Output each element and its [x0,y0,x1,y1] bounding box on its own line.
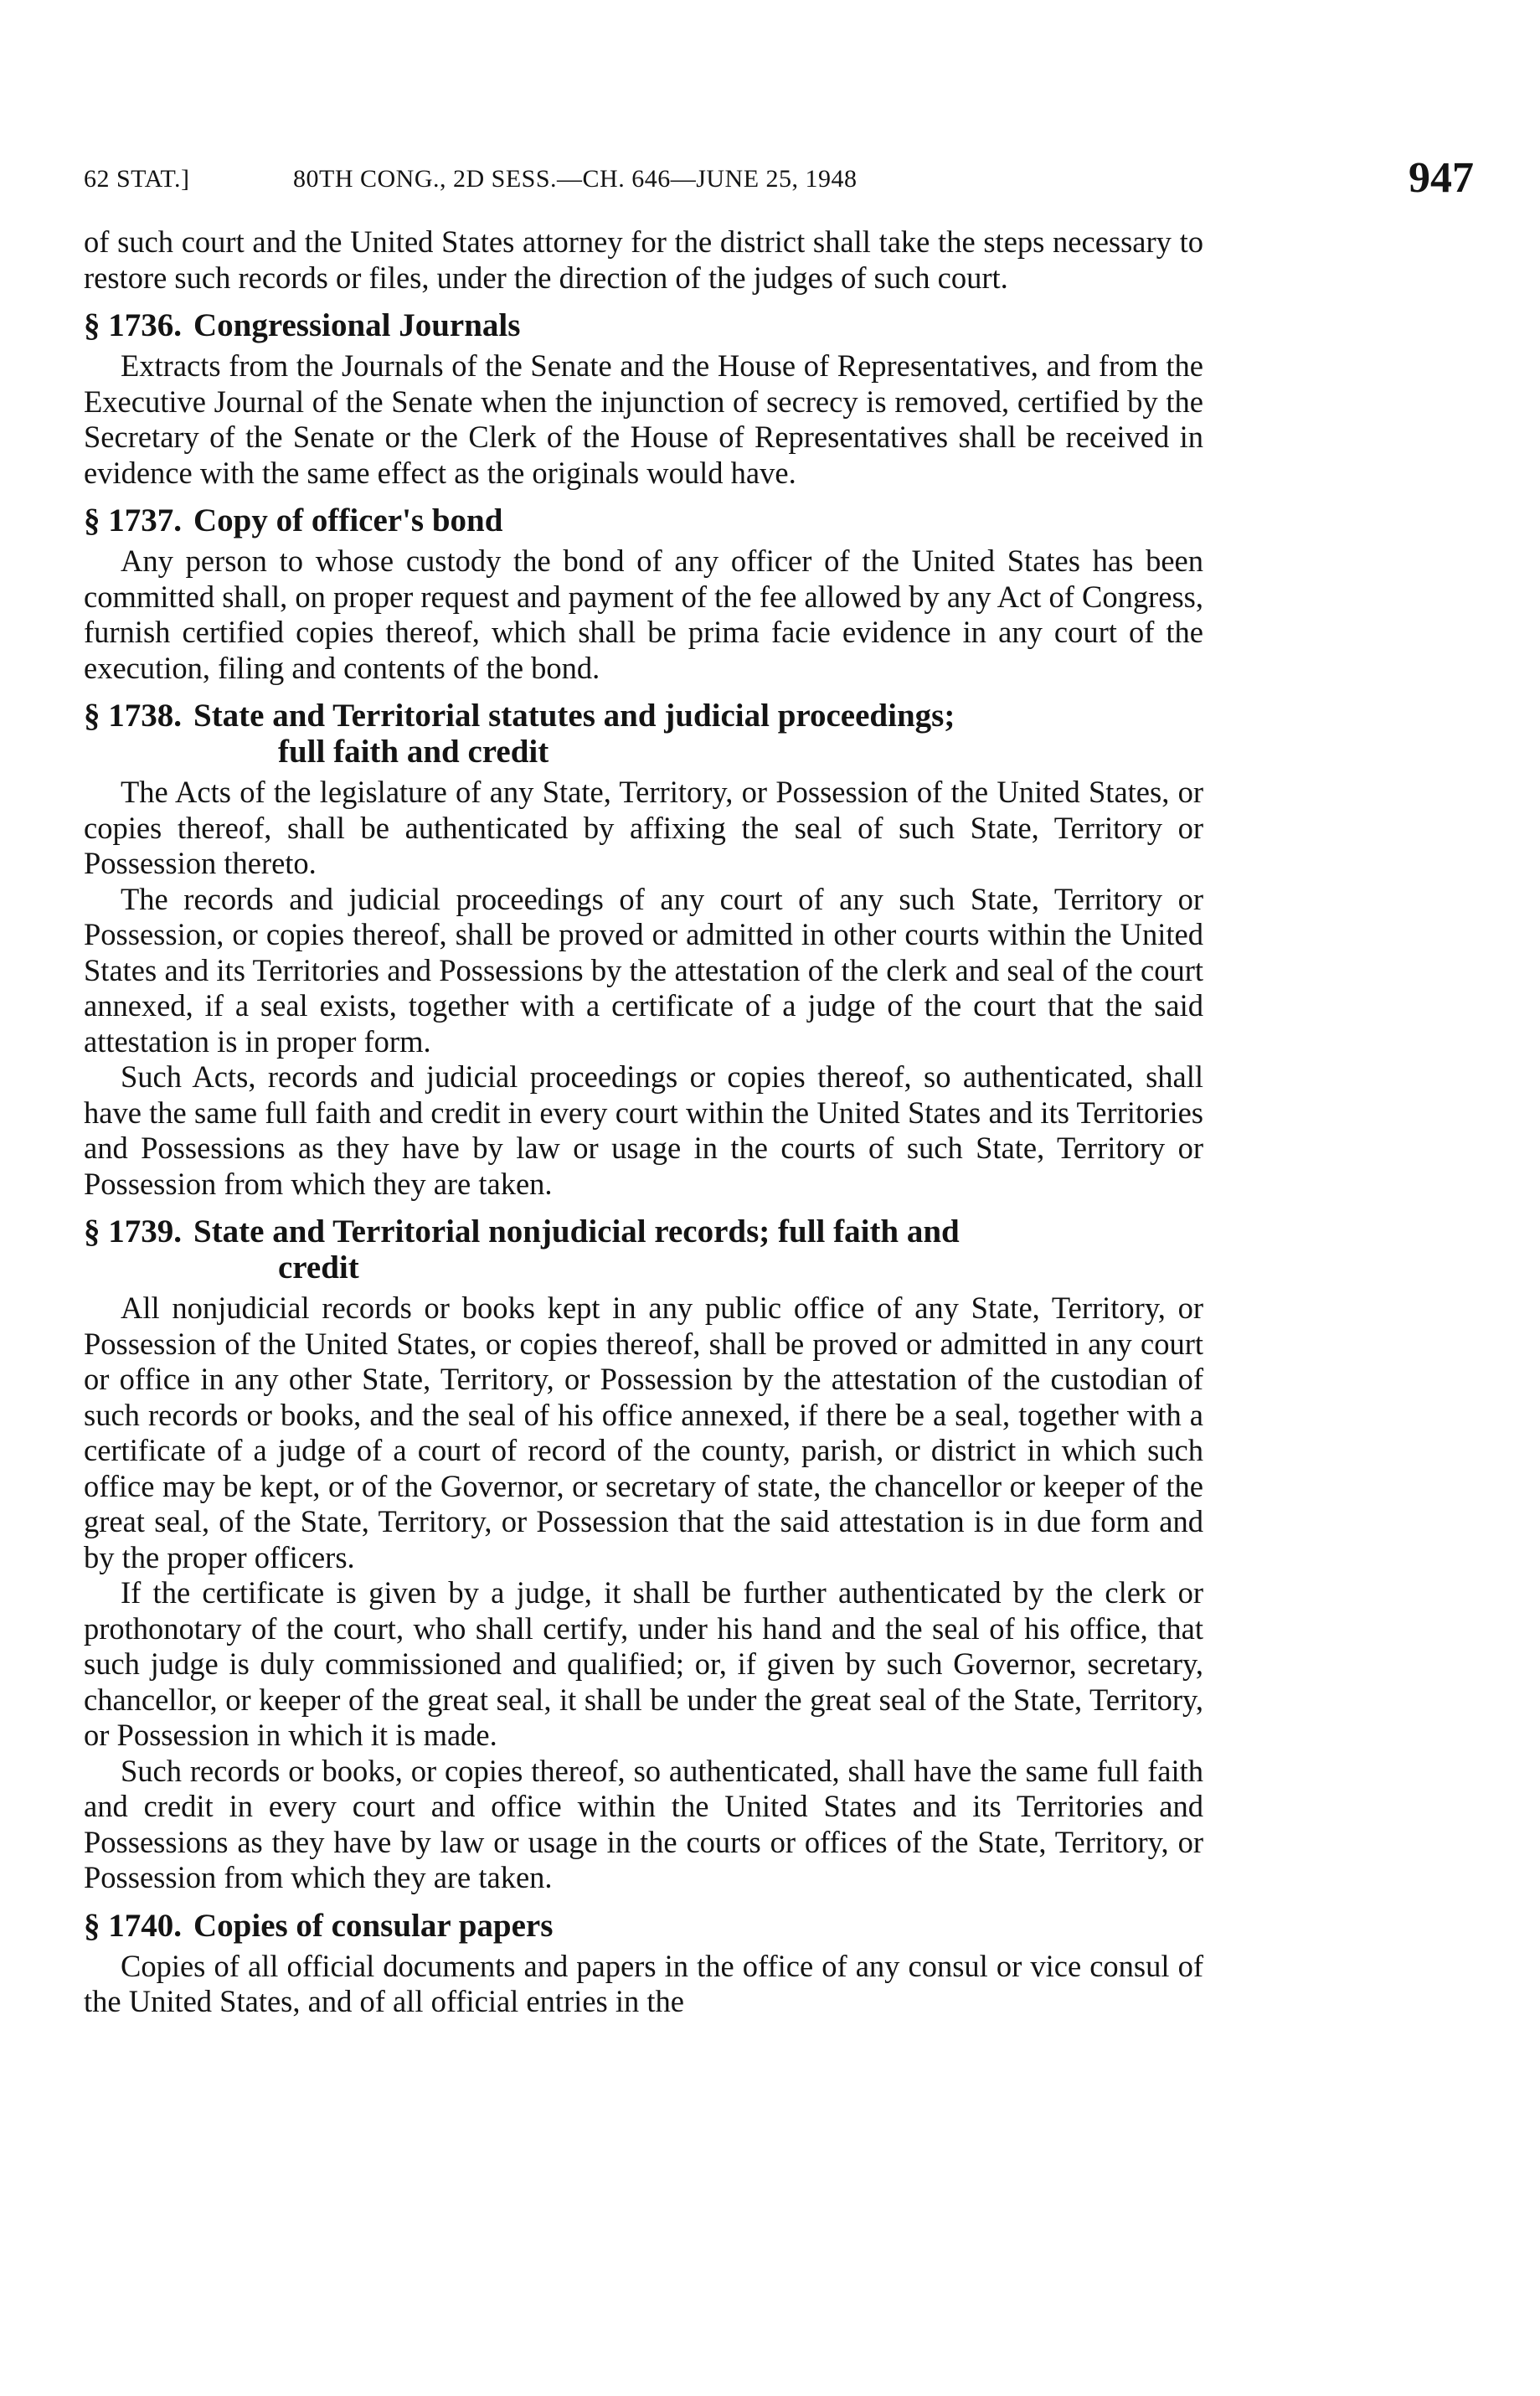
section-heading [84,1908,1203,1944]
section-paragraph: Such Acts, records and judicial proceedings or copies thereof, so authenticated, shall have the same full faith and credit in every court within the United States and its Territories and Possessions as they have by law or usage in the courts of such State, Territory or Possession from which they are taken. [84,1059,1203,1201]
section-paragraph: Copies of all official documents and papers in the office of any consul or vice consul of the United States, and of all official entries in the [84,1948,1203,2018]
section-paragraph: If the certificate is given by a judge, it shall be further authenticated by the clerk or prothonotary of the court, who shall certify, under his hand and the seal of his office, that such judge is duly commissioned and qualified; or, if given by such Governor, secretary, chancellor, or keeper of the great seal, it shall be under the great seal of the State, Territory, or Possession in which it is made. [84,1575,1203,1752]
section-heading [84,1213,1203,1286]
section-title-continued: full faith and credit [278,734,549,770]
section-title: Copy of officer's bond [193,502,503,538]
section-title: State and Territorial statutes and judicial proceedings; [193,698,955,734]
statute-citation: 62 STAT.] [84,165,190,193]
section-number: § 1736. [84,307,182,343]
section-title: Congressional Journals [193,307,521,343]
section-number: § 1739. [84,1213,182,1250]
page-body [84,224,1203,2020]
section-paragraph: Such records or books, or copies thereof, so authenticated, shall have the same full faith and credit in every court and office within the United States and its Territories and Possessions as they have by law or usage in the courts or offices of the State, Territory, or Possession from which they are taken. [84,1753,1203,1894]
section-number: § 1737. [84,502,182,538]
intro-paragraph: of such court and the United States attorney for the district shall take the steps necessary to restore such records or files, under the direction of the judges of such court. [84,224,1203,295]
section-heading [84,307,1203,343]
section-paragraph: All nonjudicial records or books kept in any public office of any State, Territory, or Possession of the United States, or copies thereof, shall be proved or admitted in any court or office in any other State, Territory, or Possession by the attestation of the custodian of such records or books, and the seal of his office annexed, if there be a seal, together with a certificate of a judge of a court of record of the county, parish, or district in which such office may be kept, or of the Governor, or secretary of state, the chancellor or keeper of the great seal, of the State, Territory, or Possession that the said attestation is in due form and by the proper officers. [84,1291,1203,1574]
section-number: § 1740. [84,1907,182,1944]
session-line: 80TH CONG., 2D SESS.—CH. 646—JUNE 25, 1948 [293,165,858,193]
section-paragraph: Extracts from the Journals of the Senate and the House of Representatives, and from the Executive Journal of the Senate when the injunction of secrecy is removed, certified by the Secretary of the Senate or the Clerk of the House of Representatives shall be received in evidence with the same effect as the originals would have. [84,348,1203,490]
section-title: State and Territorial nonjudicial records; full faith and [193,1213,960,1250]
running-head [84,153,1474,204]
section-number: § 1738. [84,698,182,734]
section-paragraph: The Acts of the legislature of any State, Territory, or Possession of the United States, or copies thereof, shall be authenticated by affixing the seal of such State, Territory or Possession thereto. [84,775,1203,880]
section-heading [84,698,1203,770]
page-number: 947 [1409,154,1474,202]
section-paragraph: The records and judicial proceedings of any court of any such State, Territory or Possession, or copies thereof, shall be proved or admitted in other courts within the United States and its Territories and Possessions by the attestation of the clerk and seal of the court annexed, if a seal exists, together with a certificate of a judge of the court that the said attestation is in proper form. [84,881,1203,1059]
section-title: Copies of consular papers [193,1907,554,1944]
section-paragraph: Any person to whose custody the bond of any officer of the United States has been committed shall, on proper request and payment of the fee allowed by any Act of Congress, furnish certified copies thereof, which shall be prima facie evidence in any court of the execution, filing and contents of the bond. [84,544,1203,685]
section-heading [84,502,1203,538]
section-title-continued: credit [278,1250,359,1286]
